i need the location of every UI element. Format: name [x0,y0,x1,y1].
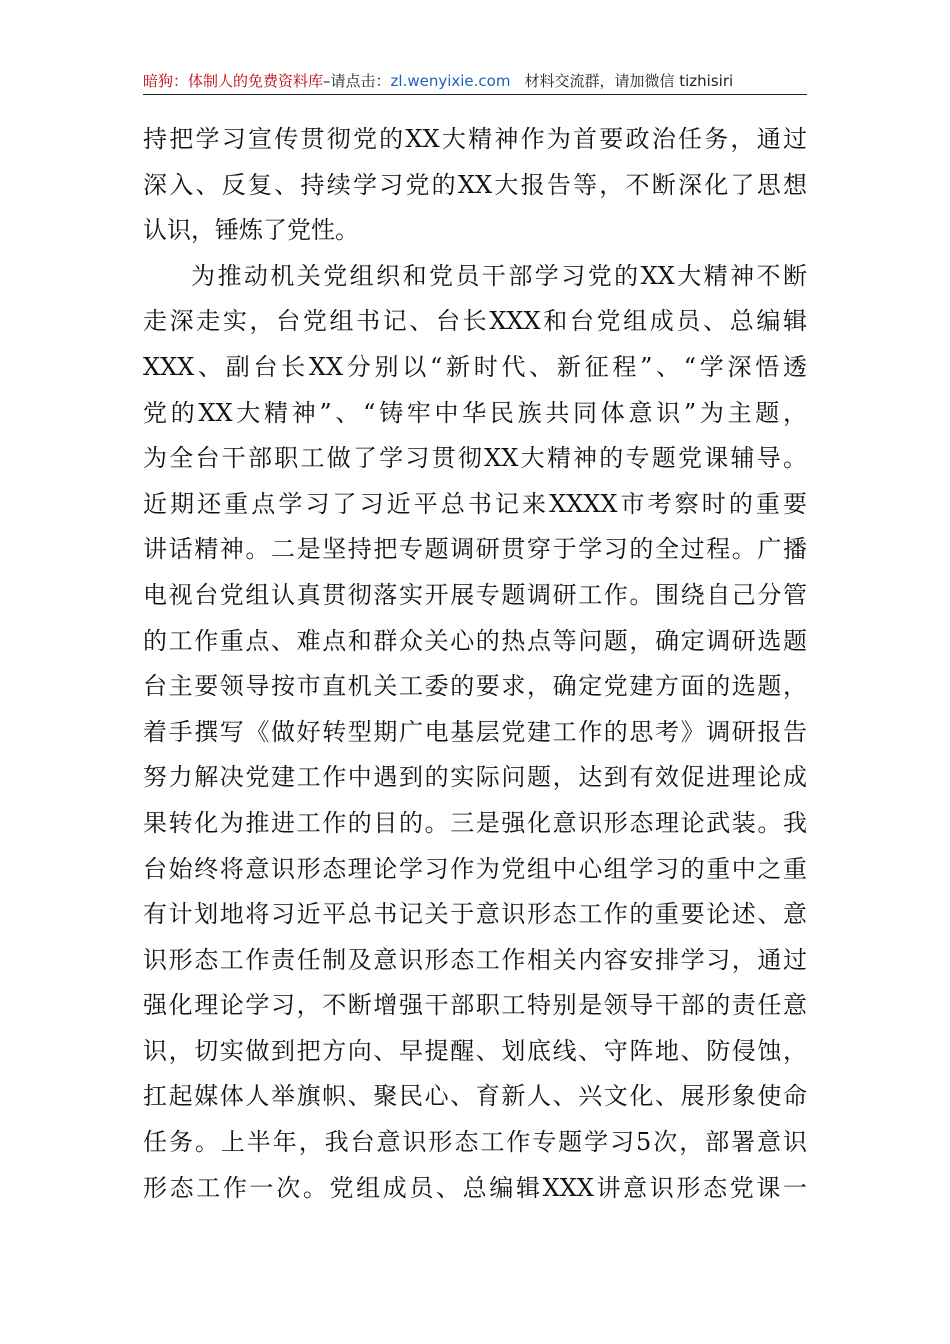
text-line: 走深走实，台党组书记、台长XXX和台党组成员、总编辑 [143,307,807,336]
text-line: 为推动机关党组织和党员干部学习党的XX大精神不断 [191,261,807,290]
text-line: 扛起媒体人举旗帜、聚民心、育新人、兴文化、展形象使命 [143,1082,807,1111]
text-line: 台始终将意识形态理论学习作为党组中心组学习的重中之重 [143,854,807,883]
text-line: 着手撰写《做好转型期广电基层党建工作的思考》调研报告 [143,717,807,746]
text-line: 任务。上半年，我台意识形态工作专题学习5次，部署意识 [143,1128,807,1157]
text-line: 识形态工作责任制及意识形态工作相关内容安排学习，通过 [143,945,807,974]
header-site-name: 暗狗：体制人的免费资料库 [143,72,324,90]
page-header [143,68,807,95]
text-line: 努力解决党建工作中遇到的实际问题，达到有效促进理论成 [143,763,807,792]
text-line: 果转化为推进工作的目的。三是强化意识形态理论武装。我 [143,808,807,837]
header-url-link[interactable]: zl.wenyixie.com [390,72,511,90]
text-line: 识，切实做到把方向、早提醒、划底线、守阵地、防侵蚀， [143,1036,807,1065]
header-click-prompt: –请点击： [323,72,391,90]
text-line: 近期还重点学习了习近平总书记来XXXX市考察时的重要 [143,489,807,518]
text-line: XXX、副台长XX分别以“新时代、新征程”、“学深悟透 [143,352,807,381]
text-line: 持把学习宣传贯彻党的XX大精神作为首要政治任务，通过 [143,125,807,153]
text-line: 为全台干部职工做了学习贯彻XX大精神的专题党课辅导。 [143,444,807,473]
text-line: 形态工作一次。党组成员、总编辑XXX讲意识形态党课一 [143,1173,807,1202]
text-line: 强化理论学习，不断增强干部职工特别是领导干部的责任意 [143,991,807,1020]
text-line: 台主要领导按市直机关工委的要求，确定党建方面的选题， [143,672,807,701]
text-line: 的工作重点、难点和群众关心的热点等问题，确定调研选题 [143,626,807,655]
text-line: 认识，锤炼了党性。 [143,216,359,245]
document-body [143,117,807,1211]
text-line: 电视台党组认真贯彻落实开展专题调研工作。围绕自己分管 [143,580,807,609]
text-line: 党的XX大精神”、“铸牢中华民族共同体意识”为主题， [143,398,807,427]
header-wechat-note: 材料交流群，请加微信 tizhisiri [524,72,734,90]
text-line: 深入、反复、持续学习党的XX大报告等，不断深化了思想 [143,170,807,199]
text-line: 有计划地将习近平总书记关于意识形态工作的重要论述、意 [143,900,807,929]
text-line: 讲话精神。二是坚持把专题调研贯穿于学习的全过程。广播 [143,535,807,564]
